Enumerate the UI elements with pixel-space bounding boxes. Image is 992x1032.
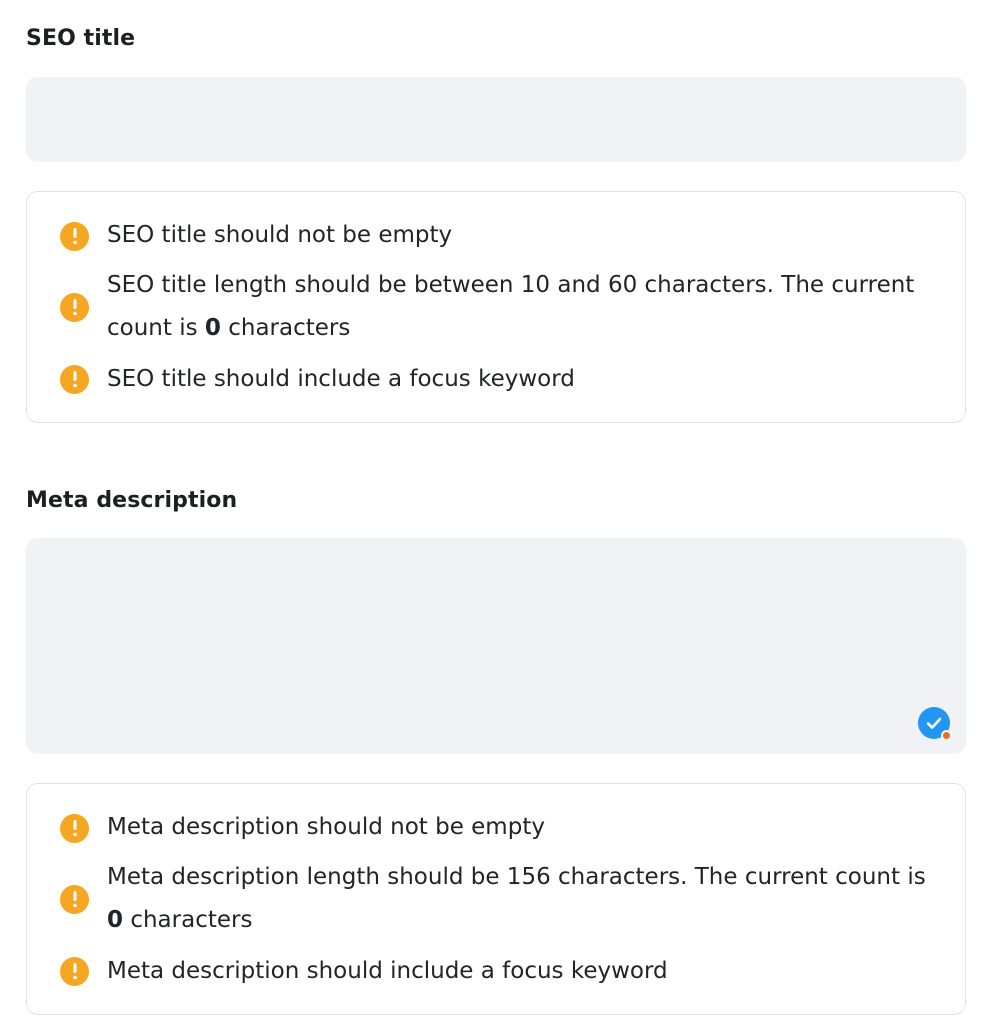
warning-icon xyxy=(60,365,89,394)
meta-description-label: Meta description xyxy=(26,488,238,513)
character-count: 0 xyxy=(107,907,124,933)
check-text: SEO title length should be between 10 and 60 characters. The current count is 0 characters xyxy=(107,272,915,341)
character-count: 0 xyxy=(204,315,221,341)
check-text: SEO title should not be empty xyxy=(107,222,453,248)
seo-title-input[interactable] xyxy=(26,77,966,162)
check-text: SEO title should include a focus keyword xyxy=(107,366,575,392)
check-text: Meta description should not be empty xyxy=(107,814,545,840)
warning-icon xyxy=(60,885,89,914)
check-text: Meta description should include a focus keyword xyxy=(107,958,668,984)
seo-title-checks xyxy=(26,191,966,423)
warning-icon xyxy=(60,222,89,251)
status-dot xyxy=(941,730,952,741)
meta-description-textarea[interactable] xyxy=(26,538,966,754)
meta-description-checks xyxy=(26,783,966,1015)
warning-icon xyxy=(60,814,89,843)
warning-icon xyxy=(60,293,89,322)
seo-title-label: SEO title xyxy=(26,26,136,51)
check-text: Meta description length should be 156 characters. The current count is 0 characters xyxy=(107,864,926,933)
warning-icon xyxy=(60,957,89,986)
grammar-check-icon[interactable] xyxy=(918,707,950,739)
